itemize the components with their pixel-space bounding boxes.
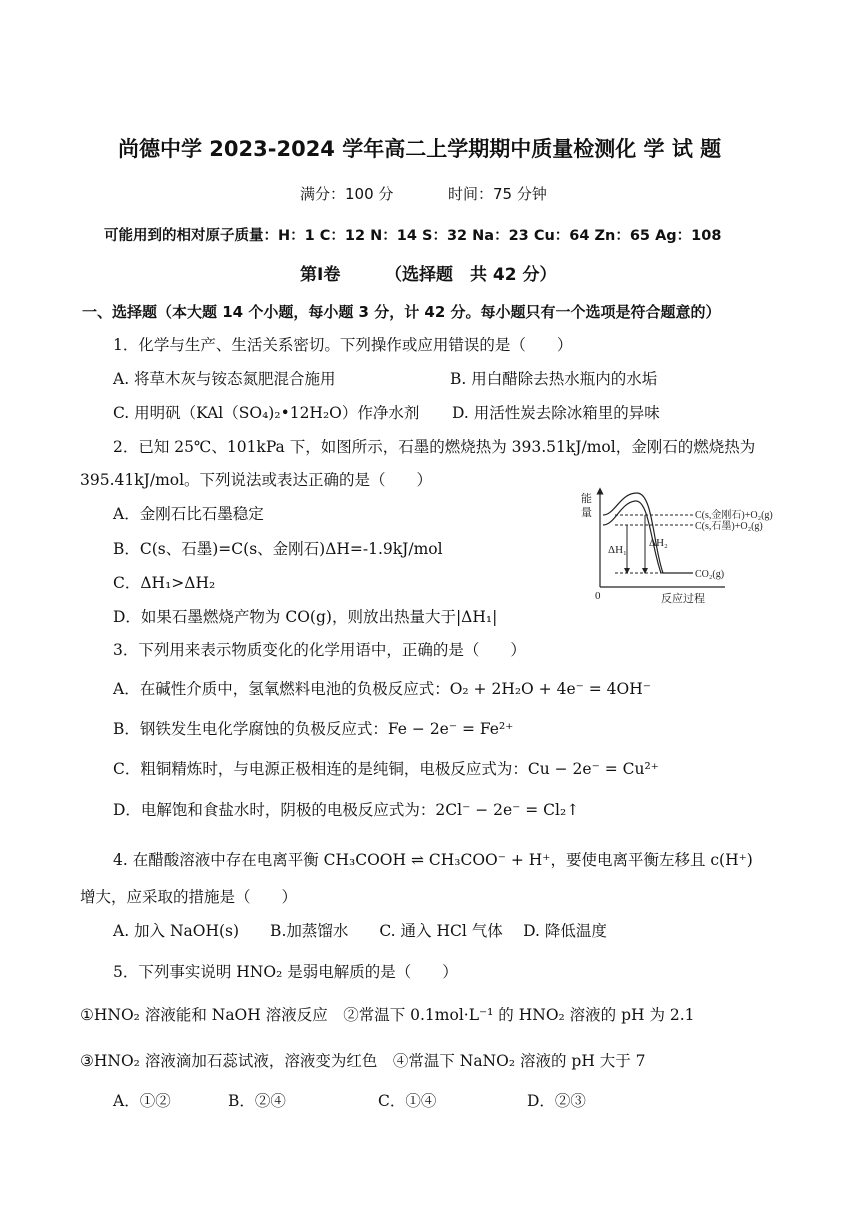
question-3-option-b: B．钢铁发生电化学腐蚀的负极反应式：Fe − 2e⁻ = Fe²⁺	[113, 720, 514, 738]
volume-note: （选择题 共 42 分）	[385, 265, 557, 285]
section-heading: 一、选择题（本大题 14 个小题，每小题 3 分，计 42 分。每小题只有一个选项是符合题意的）	[82, 303, 721, 321]
y-axis-label-2: 量	[581, 507, 592, 519]
question-1-option-d: D. 用活性炭去除冰箱里的异味	[452, 404, 660, 422]
question-2-option-d: D．如果石墨燃烧产物为 CO(g)，则放出热量大于|ΔH₁|	[113, 608, 498, 626]
dh1-label: ΔH₁	[608, 544, 627, 556]
page-title: 尚德中学 2023-2024 学年高二上学期期中质量检测化 学 试 题	[118, 137, 722, 161]
question-3-option-c: C．粗铜精炼时，与电源正极相连的是纯铜，电极反应式为：Cu − 2e⁻ = Cu²⁺	[113, 760, 659, 778]
question-3-option-d: D．电解饱和食盐水时，阴极的电极反应式为：2Cl⁻ − 2e⁻ = Cl₂↑	[113, 801, 580, 819]
question-1-option-b: B. 用白醋除去热水瓶内的水垢	[450, 370, 658, 388]
exam-time: 时间：75 分钟	[448, 185, 547, 203]
question-2-option-a: A．金刚石比石墨稳定	[113, 505, 264, 523]
question-5-stem: 5．下列事实说明 HNO₂ 是弱电解质的是（ ）	[113, 963, 458, 981]
question-5-facts-line2: ③HNO₂ 溶液滴加石蕊试液，溶液变为红色 ④常温下 NaNO₂ 溶液的 pH 大于 7	[80, 1052, 646, 1070]
question-2-stem-line1: 2．已知 25℃、101kPa 下，如图所示，石墨的燃烧热为 393.51kJ/mol，金刚石的燃烧热为	[113, 438, 756, 456]
question-2-option-c: C．ΔH₁>ΔH₂	[113, 574, 216, 592]
question-4-options: A. 加入 NaOH(s) B.加蒸馏水 C. 通入 HCl 气体 D. 降低温度	[113, 922, 607, 940]
energy-diagram	[575, 485, 815, 605]
y-axis-label-1: 能	[581, 493, 592, 505]
dh2-label: ΔH₂	[649, 537, 668, 549]
question-1-option-a: A. 将草木灰与铵态氮肥混合施用	[113, 370, 336, 388]
question-3-option-a: A．在碱性介质中，氢氧燃料电池的负极反应式：O₂ + 2H₂O + 4e⁻ = 4OH⁻	[113, 680, 651, 698]
question-4-stem-line2: 增大，应采取的措施是（ ）	[80, 888, 298, 906]
question-5-option-c: C．①④	[378, 1092, 437, 1110]
x-axis-label: 反应过程	[661, 593, 705, 605]
diamond-level-label: C(s,金刚石)+O₂(g)	[695, 510, 773, 521]
product-level-label: CO₂(g)	[695, 569, 725, 580]
question-1-stem: 1．化学与生产、生活关系密切。下列操作或应用错误的是（ ）	[113, 336, 573, 354]
question-5-option-a: A．①②	[113, 1092, 171, 1110]
graphite-level-label: C(s,石墨)+O₂(g)	[695, 521, 763, 532]
question-5-option-b: B．②④	[228, 1092, 286, 1110]
question-2-stem-line2: 395.41kJ/mol。下列说法或表达正确的是（ ）	[80, 471, 433, 489]
volume-title: 第Ⅰ卷	[300, 265, 341, 285]
atomic-masses: 可能用到的相对原子质量：H：1 C：12 N：14 S：32 Na：23 Cu：64 Zn：65 Ag：108	[104, 228, 722, 244]
question-5-facts-line1: ①HNO₂ 溶液能和 NaOH 溶液反应 ②常温下 0.1mol·L⁻¹ 的 HNO₂ 溶液的 pH 为 2.1	[80, 1006, 695, 1024]
full-score: 满分：100 分	[300, 185, 394, 203]
diamond-curve	[603, 493, 693, 573]
question-3-stem: 3．下列用来表示物质变化的化学用语中，正确的是（ ）	[113, 641, 526, 659]
question-2-option-b: B．C(s、石墨)=C(s、金刚石)ΔH=-1.9kJ/mol	[113, 540, 443, 558]
origin-label: 0	[595, 590, 601, 602]
question-5-option-d: D．②③	[527, 1092, 586, 1110]
question-4-stem-line1: 4. 在醋酸溶液中存在电离平衡 CH₃COOH ⇌ CH₃COO⁻ + H⁺，要使电离平衡左移且 c(H⁺)	[113, 851, 753, 869]
question-1-option-c: C. 用明矾（KAl（SO₄)₂•12H₂O）作净水剂	[113, 404, 420, 422]
